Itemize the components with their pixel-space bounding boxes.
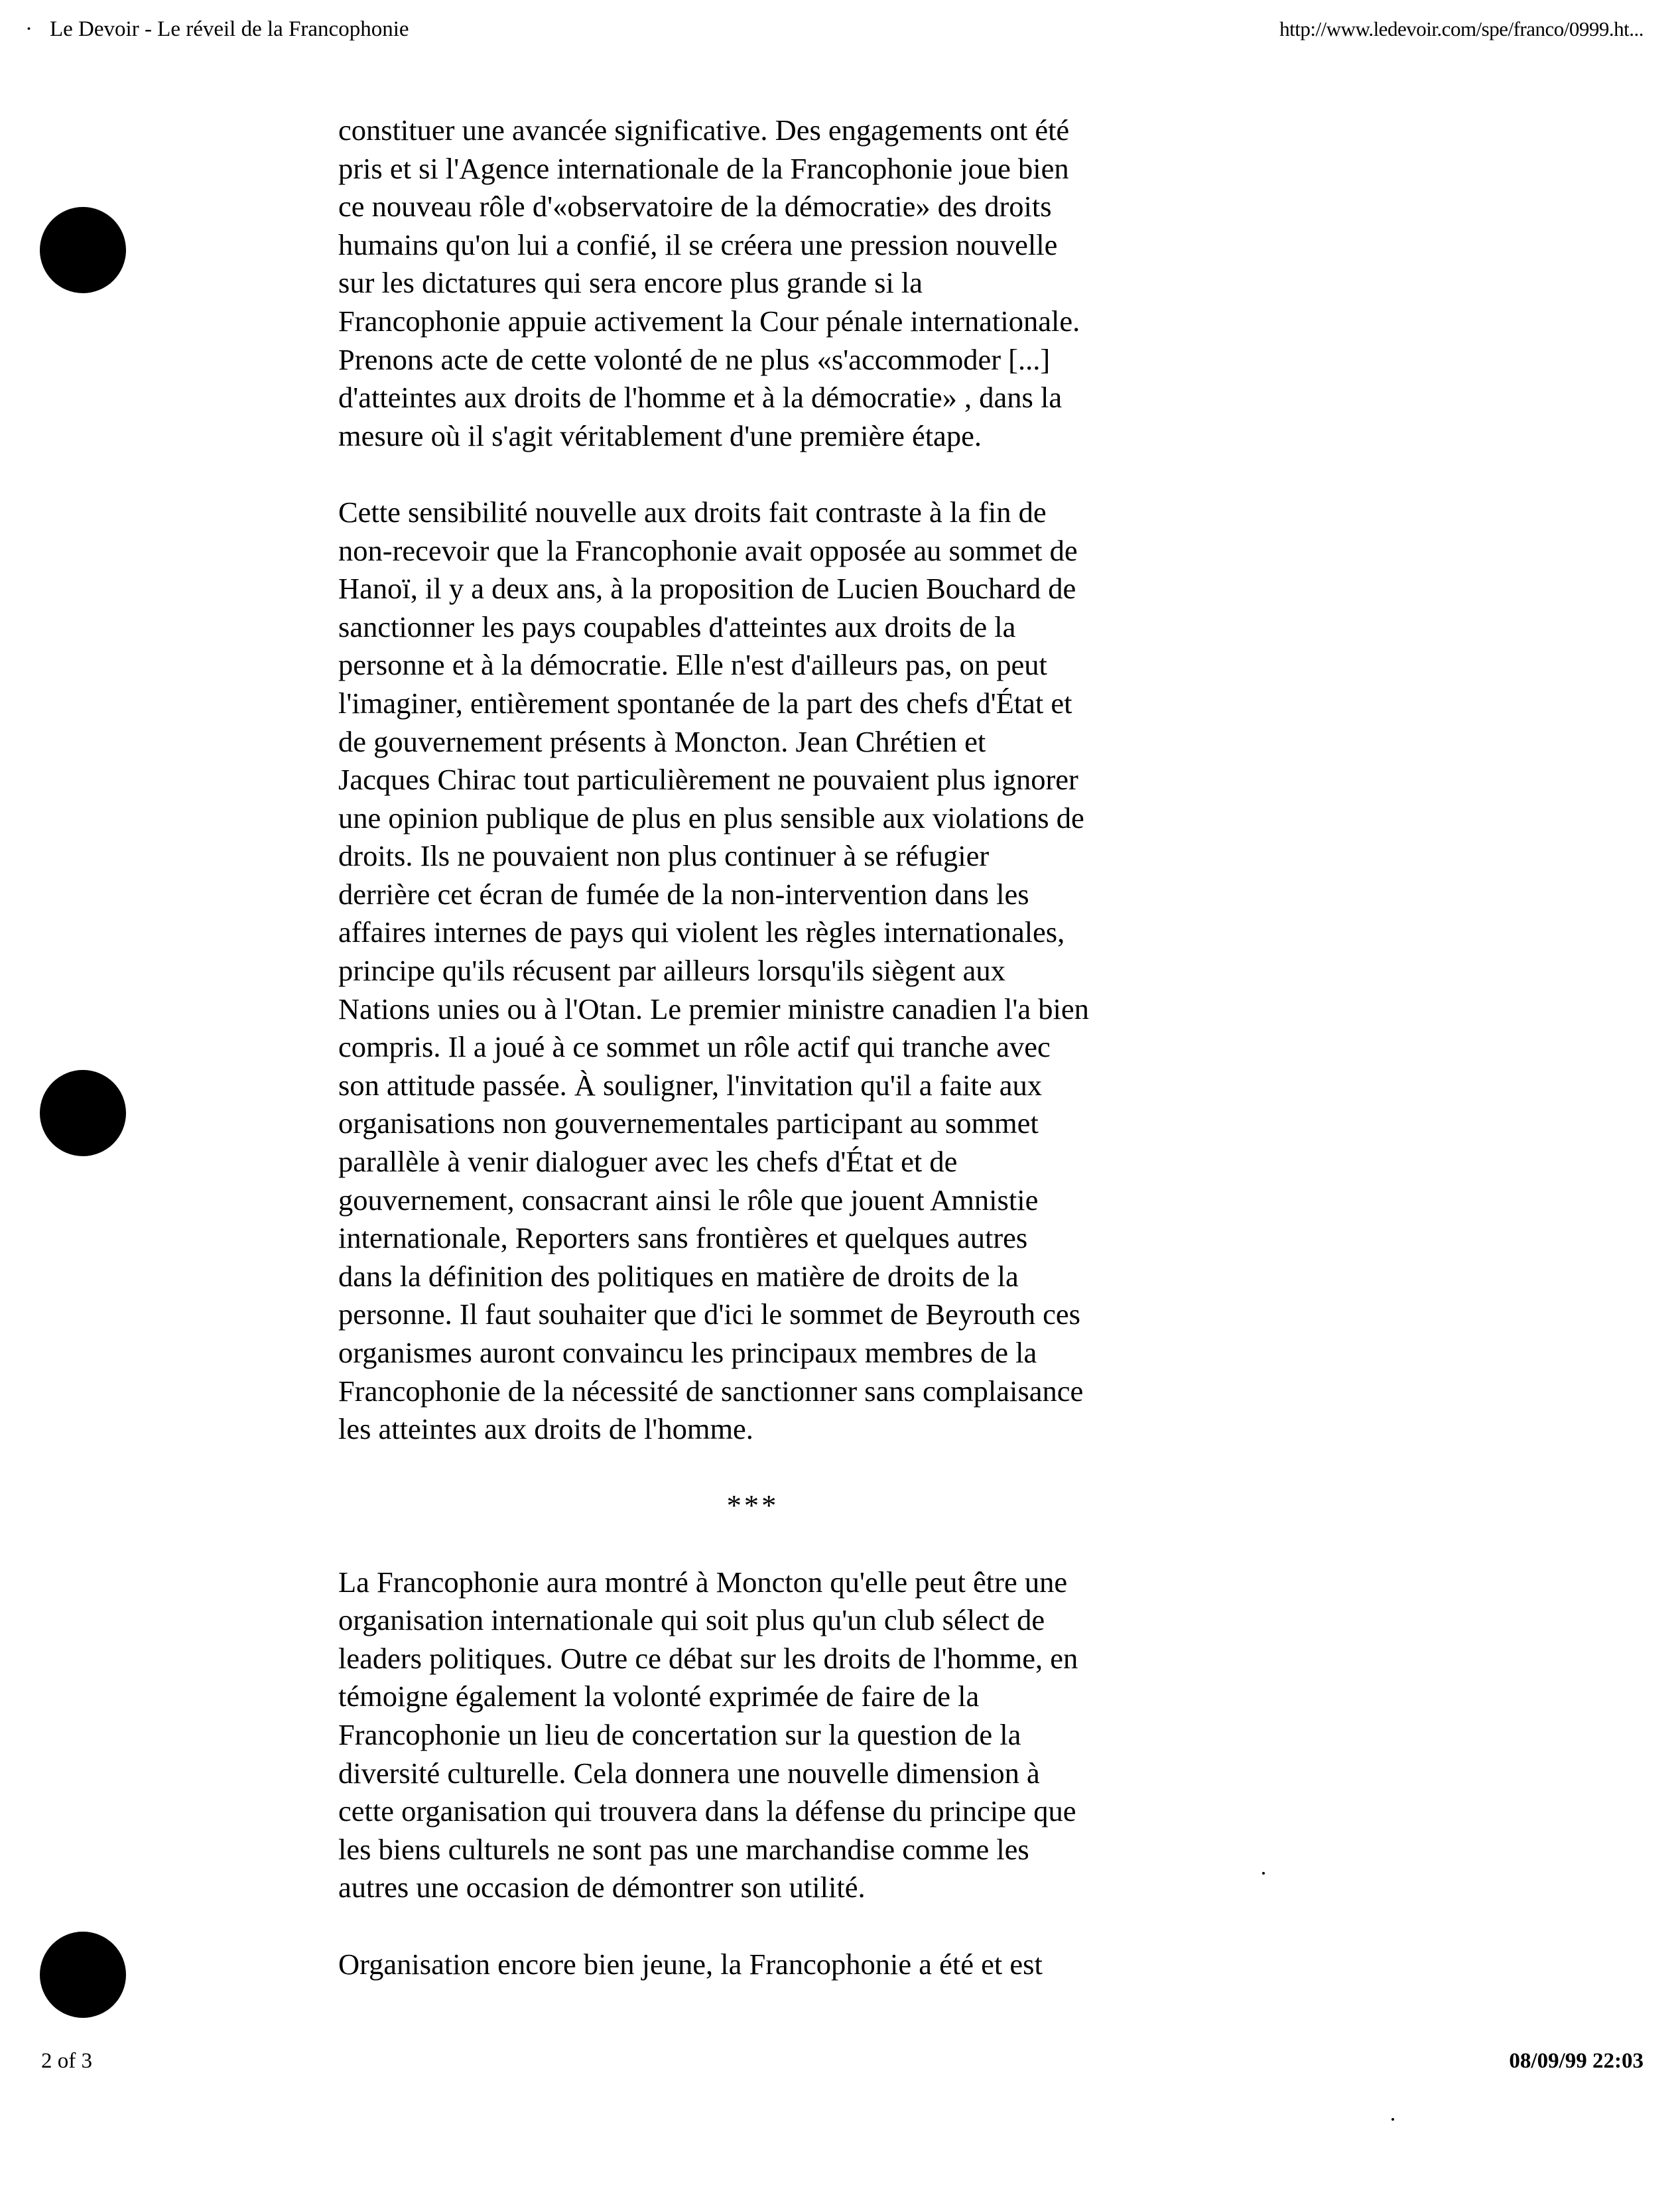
text-line: d'atteintes aux droits de l'homme et à la démocratie» , dans la (338, 381, 1063, 415)
punch-hole-top (40, 207, 126, 293)
text-line: droits. Ils ne pouvaient non plus continuer à se réfugier (338, 839, 990, 873)
text-line: Prenons acte de cette volonté de ne plus «s'accommoder [...] (338, 342, 1051, 376)
text-line: Cette sensibilité nouvelle aux droits fait contraste à la fin de (338, 495, 1047, 529)
text-line: Hanoï, il y a deux ans, à la proposition de Lucien Bouchard de (338, 572, 1076, 606)
text-line: gouvernement, consacrant ainsi le rôle que jouent Amnistie (338, 1183, 1039, 1217)
text-line: organisations non gouvernementales participant au sommet (338, 1106, 1039, 1140)
paragraph (338, 494, 1200, 1449)
header-bullet: · (25, 17, 32, 41)
text-line: compris. Il a joué à ce sommet un rôle actif qui tranche avec (338, 1030, 1051, 1064)
text-line: sanctionner les pays coupables d'atteintes aux droits de la (338, 610, 1016, 643)
paragraph (338, 111, 1200, 455)
text-line: affaires internes de pays qui violent les règles internationales, (338, 915, 1065, 949)
page-number: 2 of 3 (41, 2049, 92, 2073)
text-line: les atteintes aux droits de l'homme. (338, 1412, 753, 1446)
punch-hole-bottom (40, 1932, 126, 2018)
text-line: l'imaginer, entièrement spontanée de la part des chefs d'État et (338, 686, 1072, 720)
text-line: derrière cet écran de fumée de la non-intervention dans les (338, 877, 1029, 911)
punch-hole-middle (40, 1070, 126, 1156)
text-line: Jacques Chirac tout particulièrement ne pouvaient plus ignorer (338, 763, 1078, 797)
header-title (25, 15, 409, 44)
paragraph-gap (338, 1907, 1200, 1946)
text-line: leaders politiques. Outre ce débat sur les droits de l'homme, en (338, 1641, 1078, 1675)
scan-speck (1391, 2118, 1394, 2121)
text-line: personne et à la démocratie. Elle n'est d'ailleurs pas, on peut (338, 648, 1047, 682)
section-separator: *** (726, 1489, 779, 1522)
article-body (338, 111, 1200, 1983)
text-line: Organisation encore bien jeune, la Francophonie a été et est (338, 1947, 1043, 1981)
print-timestamp: 08/09/99 22:03 (1509, 2049, 1644, 2073)
paragraph-gap (338, 1525, 1200, 1563)
text-line: Francophonie un lieu de concertation sur la question de la (338, 1717, 1021, 1751)
text-line: diversité culturelle. Cela donnera une nouvelle dimension à (338, 1756, 1040, 1790)
text-line: constituer une avancée significative. Des engagements ont été (338, 113, 1070, 147)
text-line: principe qu'ils récusent par ailleurs lorsqu'ils siègent aux (338, 954, 1005, 988)
text-line: organisation internationale qui soit plus qu'un club sélect de (338, 1603, 1045, 1637)
text-line: Francophonie appuie activement la Cour pénale internationale. (338, 304, 1080, 338)
text-line: son attitude passée. À souligner, l'invitation qu'il a faite aux (338, 1068, 1043, 1102)
paragraph (338, 1563, 1200, 1907)
text-line: La Francophonie aura montré à Moncton qu'elle peut être une (338, 1565, 1068, 1599)
text-line: témoigne également la volonté exprimée de faire de la (338, 1680, 980, 1713)
paragraph-gap (338, 1449, 1200, 1487)
paragraph-gap (338, 455, 1200, 494)
header-url: http://www.ledevoir.com/spe/franco/0999.ht... (1279, 17, 1644, 40)
text-line: dans la définition des politiques en matière de droits de la (338, 1259, 1019, 1293)
text-line: les biens culturels ne sont pas une marchandise comme les (338, 1832, 1029, 1866)
text-line: sur les dictatures qui sera encore plus grande si la (338, 266, 923, 300)
text-line: mesure où il s'agit véritablement d'une première étape. (338, 419, 982, 452)
text-line: personne. Il faut souhaiter que d'ici le sommet de Beyrouth ces (338, 1297, 1080, 1331)
text-line: une opinion publique de plus en plus sensible aux violations de (338, 801, 1084, 834)
text-line: autres une occasion de démontrer son utilité. (338, 1871, 866, 1904)
text-line: organismes auront convaincu les principaux membres de la (338, 1336, 1037, 1369)
text-line: parallèle à venir dialoguer avec les chefs d'État et de (338, 1145, 958, 1179)
text-line: Nations unies ou à l'Otan. Le premier ministre canadien l'a bien (338, 992, 1089, 1026)
scan-speck (1262, 1872, 1265, 1875)
text-line: de gouvernement présents à Moncton. Jean Chrétien et (338, 724, 986, 758)
text-line: internationale, Reporters sans frontières et quelques autres (338, 1221, 1028, 1255)
text-line: Francophonie de la nécessité de sanctionner sans complaisance (338, 1374, 1084, 1408)
text-line: cette organisation qui trouvera dans la défense du principe que (338, 1794, 1076, 1828)
text-line: humains qu'on lui a confié, il se créera une pression nouvelle (338, 228, 1058, 261)
header-title-text: Le Devoir - Le réveil de la Francophonie (50, 17, 409, 41)
text-line: non-recevoir que la Francophonie avait opposée au sommet de (338, 533, 1078, 567)
text-line: ce nouveau rôle d'«observatoire de la démocratie» des droits (338, 190, 1052, 224)
text-line: pris et si l'Agence internationale de la Francophonie joue bien (338, 151, 1069, 185)
paragraph (338, 1946, 1200, 1984)
